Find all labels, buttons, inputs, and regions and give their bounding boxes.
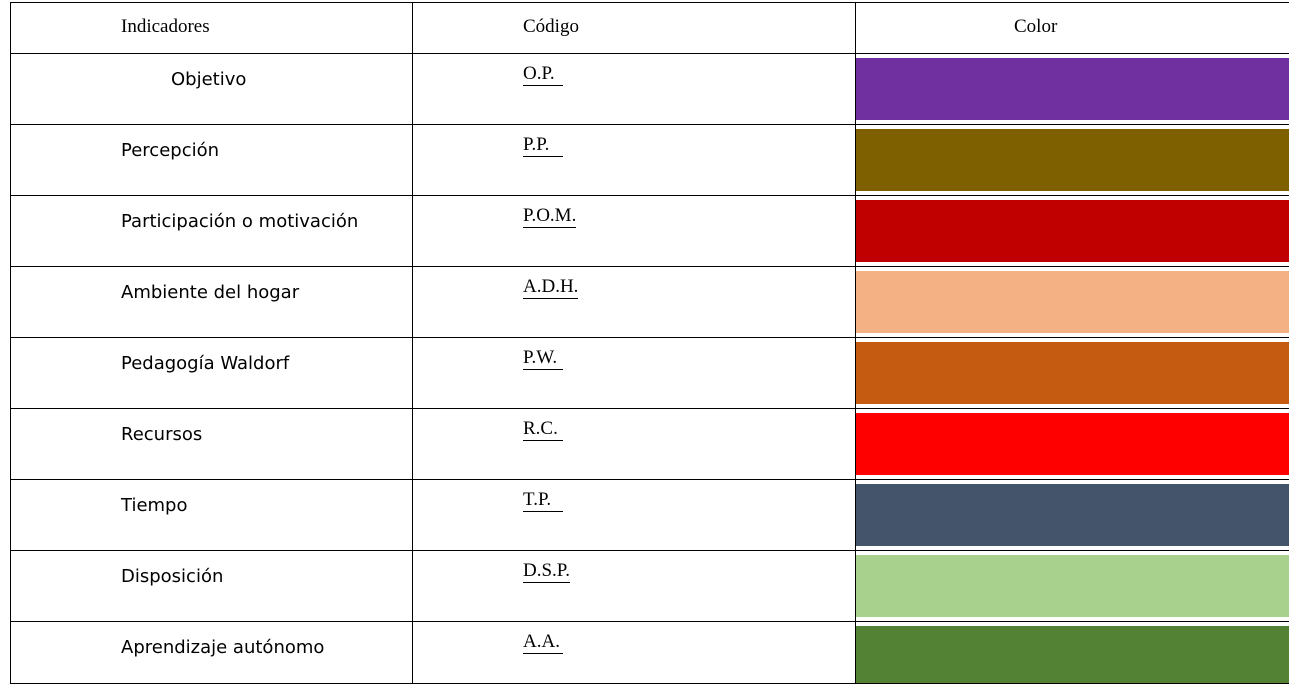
color-swatch — [856, 555, 1289, 617]
code-cell — [413, 196, 856, 267]
table-row — [11, 480, 1289, 551]
color-swatch — [856, 200, 1289, 262]
color-swatch — [856, 413, 1289, 475]
code-text: A.D.H. — [523, 276, 579, 297]
indicator-cell: Objetivo — [11, 54, 413, 125]
table-row — [11, 551, 1289, 622]
color-swatch — [856, 271, 1289, 333]
code-cell — [413, 267, 856, 338]
color-cell — [856, 54, 1289, 125]
code-cell — [413, 409, 856, 480]
color-cell — [856, 267, 1289, 338]
color-swatch — [856, 342, 1289, 404]
table-header-row — [11, 3, 1289, 54]
indicator-cell: Disposición — [11, 551, 413, 622]
table-row — [11, 196, 1289, 267]
code-text: P.W. — [523, 347, 563, 370]
code-cell — [413, 622, 856, 684]
table-row — [11, 338, 1289, 409]
header-code: Código — [413, 3, 856, 54]
code-text: O.P. — [523, 63, 563, 86]
indicator-cell: Pedagogía Waldorf — [11, 338, 413, 409]
code-cell — [413, 338, 856, 409]
header-color: Color — [856, 3, 1289, 54]
indicator-cell: Tiempo — [11, 480, 413, 551]
code-cell — [413, 54, 856, 125]
color-cell — [856, 196, 1289, 267]
color-cell — [856, 409, 1289, 480]
indicator-cell: Ambiente del hogar — [11, 267, 413, 338]
code-cell — [413, 125, 856, 196]
indicators-table — [10, 2, 1289, 684]
code-cell — [413, 480, 856, 551]
color-swatch — [856, 626, 1289, 683]
table-row — [11, 54, 1289, 125]
indicator-cell: Recursos — [11, 409, 413, 480]
code-cell — [413, 551, 856, 622]
code-text: P.O.M. — [523, 205, 577, 226]
color-swatch — [856, 58, 1289, 120]
indicator-cell: Participación o motivación — [11, 196, 413, 267]
table-row — [11, 409, 1289, 480]
color-cell — [856, 338, 1289, 409]
color-cell — [856, 622, 1289, 684]
code-text: T.P. — [523, 489, 563, 512]
table-row — [11, 622, 1289, 684]
code-text: A.A. — [523, 631, 563, 654]
indicator-cell: Percepción — [11, 125, 413, 196]
table-row — [11, 125, 1289, 196]
color-swatch — [856, 484, 1289, 546]
color-cell — [856, 480, 1289, 551]
color-cell — [856, 125, 1289, 196]
table-row — [11, 267, 1289, 338]
color-cell — [856, 551, 1289, 622]
color-swatch — [856, 129, 1289, 191]
code-text: R.C. — [523, 418, 563, 441]
code-text: D.S.P. — [523, 560, 570, 581]
code-text: P.P. — [523, 134, 563, 157]
header-indicators: Indicadores — [11, 3, 413, 54]
indicator-cell: Aprendizaje autónomo — [11, 622, 413, 684]
